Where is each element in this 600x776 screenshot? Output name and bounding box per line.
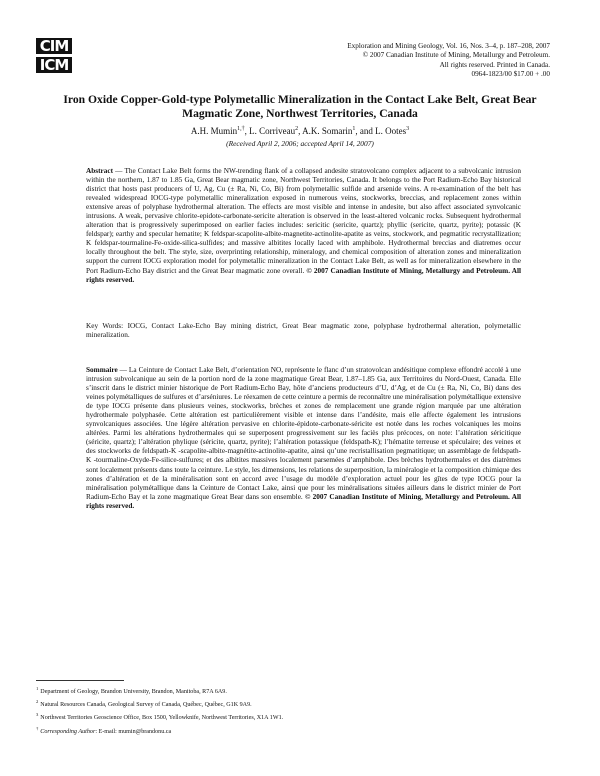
- copyright-line: © 2007 Canadian Institute of Mining, Metallurgy and Petroleum.: [362, 51, 550, 60]
- footnote-affiliation: [36, 697, 556, 710]
- abstract-heading: Abstract: [86, 167, 113, 175]
- author-affiliation-mark: 1: [352, 126, 356, 132]
- journal-citation: Exploration and Mining Geology, Vol. 16, Nos. 3–4, p. 187–208, 2007: [347, 42, 550, 50]
- issn-line: 0964-1823/00 $17.00 + .00: [471, 70, 550, 79]
- sommaire-heading: Sommaire: [86, 366, 118, 374]
- author-affiliation-mark: 2: [295, 126, 299, 132]
- footnote-text: Department of Geology, Brandon University, Brandon, Manitoba, R7A 6A9.: [40, 689, 227, 696]
- publication-info: [347, 42, 550, 80]
- received-dates: (Received April 2, 2006; accepted April 14, 2007): [226, 139, 374, 148]
- footnote-mark: 3: [36, 712, 39, 718]
- abstract-copyright: © 2007 Canadian Institute of Mining, Metallurgy and Petroleum. All rights reserved.: [86, 266, 521, 284]
- footnote-mark: †: [36, 725, 39, 731]
- footnote-affiliation: [36, 710, 556, 723]
- sommaire-copyright: © 2007 Canadian Institute of Mining, Metallurgy and Petroleum. All rights reserved.: [86, 492, 521, 510]
- footnotes: [36, 684, 556, 737]
- footnote-affiliation: [36, 684, 556, 697]
- footnote-divider: [36, 680, 124, 681]
- logo-line-1: CIM: [36, 38, 72, 54]
- footnote-mark: 2: [36, 699, 39, 705]
- footnote-text: Northwest Territories Geoscience Office, Box 1500, Yellowknife, Northwest Territories, X1A 1W1.: [40, 715, 284, 722]
- author-name: A.K. Somarin: [302, 126, 353, 136]
- author-name: A.H. Mumin: [190, 126, 238, 136]
- author-separator: ,: [244, 126, 250, 136]
- sommaire: [86, 366, 521, 511]
- cim-logo: [36, 38, 72, 76]
- author-affiliation-mark: 1,†: [237, 126, 245, 132]
- author-name: L. Ootes: [375, 126, 407, 136]
- author-list: [40, 126, 560, 136]
- author-separator: ,: [298, 126, 303, 136]
- corresponding-author-label: Corresponding Author: [40, 728, 96, 735]
- footnote-mark: 1: [36, 686, 39, 691]
- author-separator: , and: [355, 126, 376, 136]
- footnote-corresponding-author: [36, 724, 556, 737]
- keywords: Key Words: IOCG, Contact Lake-Echo Bay mining district, Great Bear magmatic zone, polyphase hydrothermal alteration, polymetallic mineralization.: [86, 322, 521, 340]
- author-affiliation-mark: 3: [406, 126, 410, 132]
- sommaire-body: — La Ceinture de Contact Lake Belt, d’orientation NO, représente le flanc d’un stratovolcan andésitique complexe effondré accolé à une intrusion subvolcanique au sein de la portion nord de la zone magmatique Great Bear, 1.87–1.85 Ga, aux Territoires du Nord-Ouest, Canada. Elle s’inscrit dans le district minier historique de Port Radium-Echo Bay, hôte d’anciens producteurs d’U, d’Ag, et de Cu (± Ra, Ni, Co, Bi) dans des veines polymétalliques de sulfures et d’arséniures. Le réexamen de cette ceinture a permis de reconnaître une minéralisation polymétallique extensive de type IOCG présente dans plusieurs veines, stockworks, brèches et zones de remplacement une grande région marquée par une altération hydrothermale polyphasée. Cette altération est particulièrement visible et intense dans l’andésite, mais elle affecte également les intrusions synvolcaniques associées. Une légère altération pervasive en chlorite-épidote-carbonate-séricite est notée dans les roches volcaniques les moins altérées. Parmi les altérations hydrothermales qui se superposent progressivement sur les faciès plus précoces, on note: l’altération séricitique (séricite, quartz); l’altération phylique (séricite, quartz, pyrite); l’altération potassique (feldspath-K); l’hématite terreuse et spéculaire; des veines et des stockworks de feldspath-K -scapolite-albite-magnétite-actinolite-apatite, ainsi qu’une recristallisation pegmatitique; un assemblage de feldspath-K -tourmaline-Oxyde-Fe-silice-sulfures; et des albitites massives localement parsemées d’amphibole. Des brèches hydrothermales et des diatrèmes sont localement présents dans toute la ceinture. Le style, les dimensions, les relations de superposition, la minéralogie et la composition chimique des zones d’altération et de la minéralisation sont en accord avec l’usage du modèle d’exploration actuel pour les gîtes de type IOCG pour la minéralisation polymétallique dans la Ceinture de Contact Lake, ainsi que pour les minéralisations situées ailleurs dans le district minier de Port Radium-Echo Bay et la zone magmatique Great Bear dans son ensemble.: [86, 366, 521, 501]
- logo-line-2: ICM: [36, 57, 72, 73]
- author-name: L. Corriveau: [249, 126, 296, 136]
- rights-line: All rights reserved. Printed in Canada.: [439, 60, 550, 69]
- abstract-body: — The Contact Lake Belt forms the NW-trending flank of a collapsed andesite stratovolcano complex adjacent to a subvolcanic intrusion within the northern, 1.87 to 1.85 Ga, Great Bear magmatic zone, Northwest Territories, Canada. It belongs to the Port Radium-Echo Bay historical district that hosts past producers of U, Ag, Cu (± Ra, Ni, Co, Bi) from polymetallic sulfide and arsenide veins. A re-examination of the belt has revealed widespread IOCG-type polymetallic mineralization exposed in numerous veins, stockworks, breccias, and replacement zones within extensive areas of polyphase hydrothermal alteration. The effects are most visible and intense in andesite, but also affect associated synvolcanic intrusions. A weak, pervasive chlorite-epidote-carbonate-sericite alteration is observed in the least-altered volcanic rocks. Subsequent hydrothermal alteration that is progressively superimposed on earlier facies includes: sericitic (sericite, quartz); phyllic (sericite, quartz, pyrite); potassic (K feldspar); earthy and specular hematite; K feldspar-scapolite-albite-magnetite-actinolite-apatite as veins, stockwork, and pegmatitic recrystallization; K feldspar-tourmaline-Fe-oxide-silica-sulfides; and massive albitites locally laced with amphibole. Hydrothermal breccias and diatremes occur locally throughout the belt. The style, size, overprinting relationship, mineralogy, and chemical composition of alteration zones and mineralization support the current IOCG exploration model for polymetallic mineralization in the Contact Lake Belt, as well as for mineralization elsewhere in the Port Radium-Echo Bay district and the Great Bear magmatic zone overall.: [86, 167, 521, 275]
- paper-title: Iron Oxide Copper-Gold-type Polymetallic Mineralization in the Contact Lake Belt, Great Bear Magmatic Zone, Northwest Territories, Canada: [63, 93, 537, 120]
- abstract: [86, 167, 521, 285]
- corresponding-author-email: : E-mail: mumin@brandonu.ca: [95, 728, 172, 735]
- footnote-text: Natural Resources Canada, Geological Survey of Canada, Québec, Québec, G1K 9A9.: [40, 702, 252, 709]
